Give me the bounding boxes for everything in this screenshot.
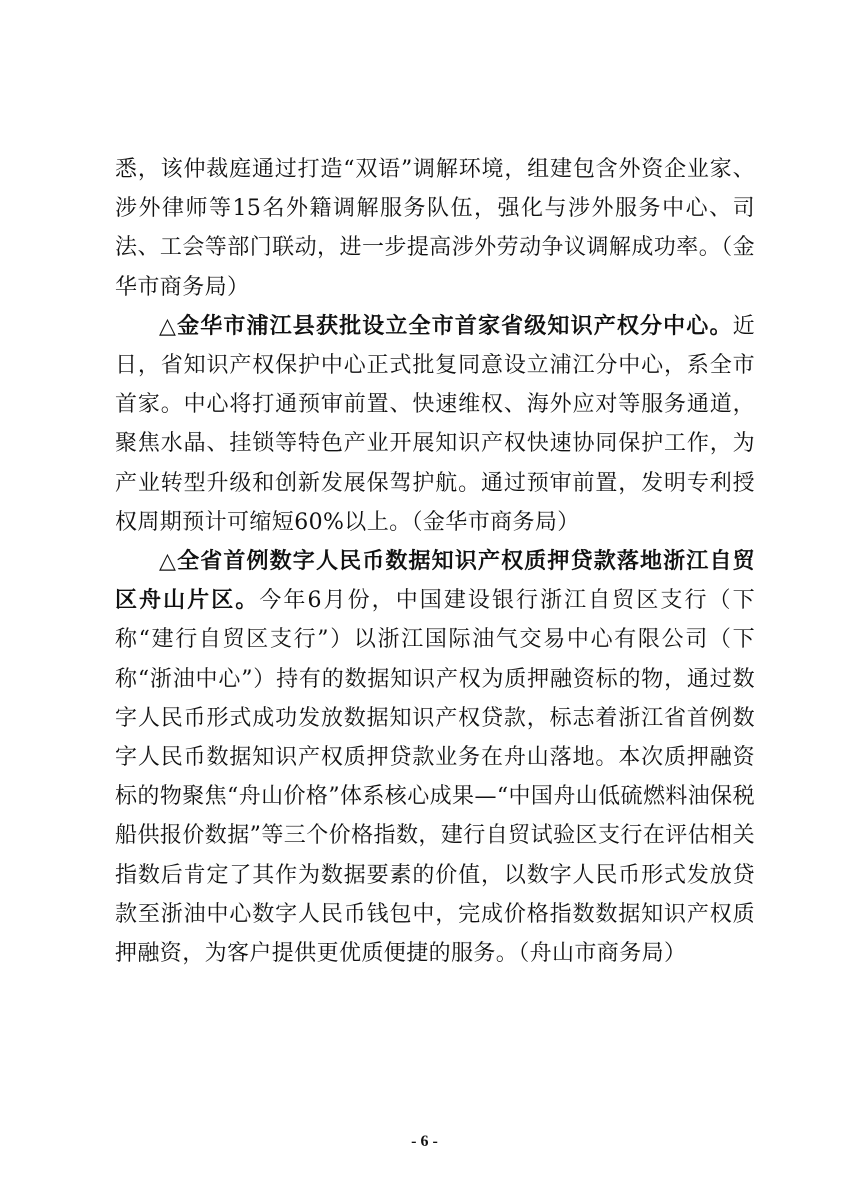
paragraph-text: 今年6月份，中国建设银行浙江自贸区支行（下称“建行自贸区支行”）以浙江国际油气交易中心有限公司（下称“浙油中心”）持有的数据知识产权为质押融资标的物，通过数字人民币形式成功发放数据知识产权贷款，标志着浙江省首例数字人民币数据知识产权质押贷款业务在舟山落地。本次质押融资标的物聚焦“舟山价格”体系核心成果—“中国舟山低硫燃料油保税船供报价数据”等三个价格指数，建行自贸试验区支行在评估相关指数后肯定了其作为数据要素的价值，以数字人民币形式发放贷款至浙油中心数字人民币钱包中，完成价格指数数据知识产权质押融资，为客户提供更优质便捷的服务。（舟山市商务局） (115, 588, 755, 967)
paragraph-text: 悉，该仲裁庭通过打造“双语”调解环境，组建包含外资企业家、涉外律师等15名外籍调解服务队伍，强化与涉外服务中心、司法、工会等部门联动，进一步提高涉外劳动争议调解成功率。（金华市商务局） (115, 157, 755, 300)
page-number: - 6 - (411, 1133, 438, 1150)
document-body (115, 150, 755, 973)
news-item-pujiang-ip-center (115, 307, 755, 542)
news-item-zhoushan-digital-rmb-loan (115, 542, 755, 973)
news-headline: △全省首例数字人民币数据知识产权质押贷款落地浙江自贸区舟山片区。 (115, 548, 755, 614)
paragraph-continuation (115, 150, 755, 307)
news-headline: △金华市浦江县获批设立全市首家省级知识产权分中心。 (159, 312, 733, 339)
paragraph-text: 近日，省知识产权保护中心正式批复同意设立浦江分中心，系全市首家。中心将打通预审前置、快速维权、海外应对等服务通道，聚焦水晶、挂锁等特色产业开展知识产权快速协同保护工作，为产业转型升级和创新发展保驾护航。通过预审前置，发明专利授权周期预计可缩短60%以上。（金华市商务局） (115, 313, 755, 535)
